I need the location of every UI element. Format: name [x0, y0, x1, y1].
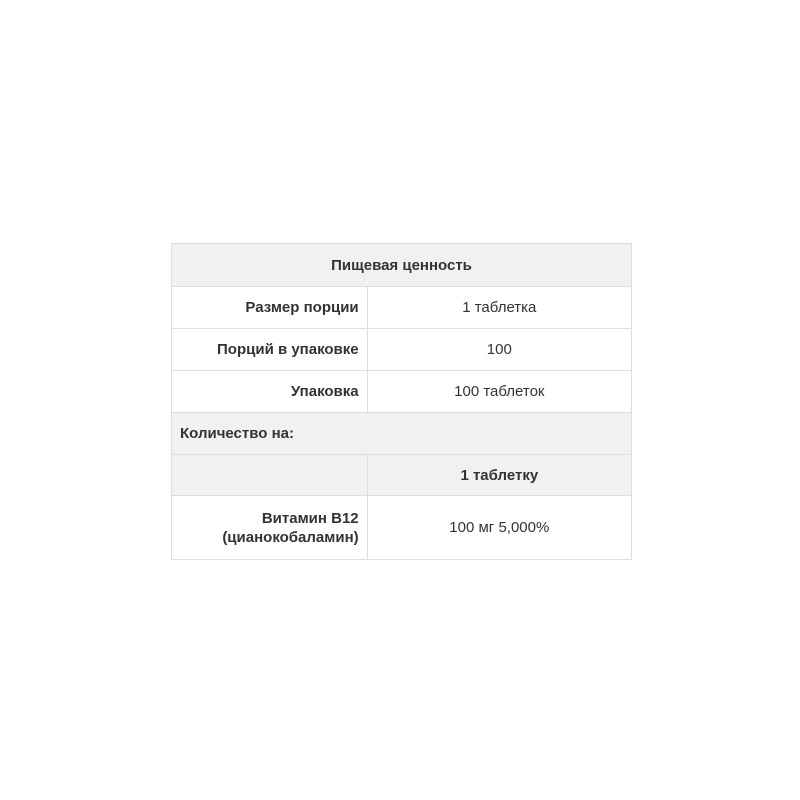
empty-header-cell [172, 455, 368, 496]
table-row [172, 371, 632, 413]
table-row [172, 329, 632, 371]
table-row [172, 496, 632, 560]
servings-per-container-value: 100 [367, 329, 631, 371]
nutrient-subname: (цианокобаламин) [222, 528, 359, 546]
package-value: 100 таблеток [367, 371, 631, 413]
serving-column-header: 1 таблетку [367, 455, 631, 496]
nutrient-value: 100 мг 5,000% [367, 496, 631, 560]
servings-per-container-label: Порций в упаковке [172, 329, 368, 371]
nutrition-facts-table [171, 243, 632, 560]
section-heading-row [172, 413, 632, 455]
package-label: Упаковка [172, 371, 368, 413]
amount-per-heading: Количество на: [172, 413, 632, 455]
serving-size-label: Размер порции [172, 287, 368, 329]
nutrient-label [172, 496, 368, 560]
table-row [172, 287, 632, 329]
table-title: Пищевая ценность [172, 244, 632, 287]
serving-size-value: 1 таблетка [367, 287, 631, 329]
serving-header-row [172, 455, 632, 496]
table-title-row [172, 244, 632, 287]
nutrient-name: Витамин B12 [261, 509, 359, 527]
